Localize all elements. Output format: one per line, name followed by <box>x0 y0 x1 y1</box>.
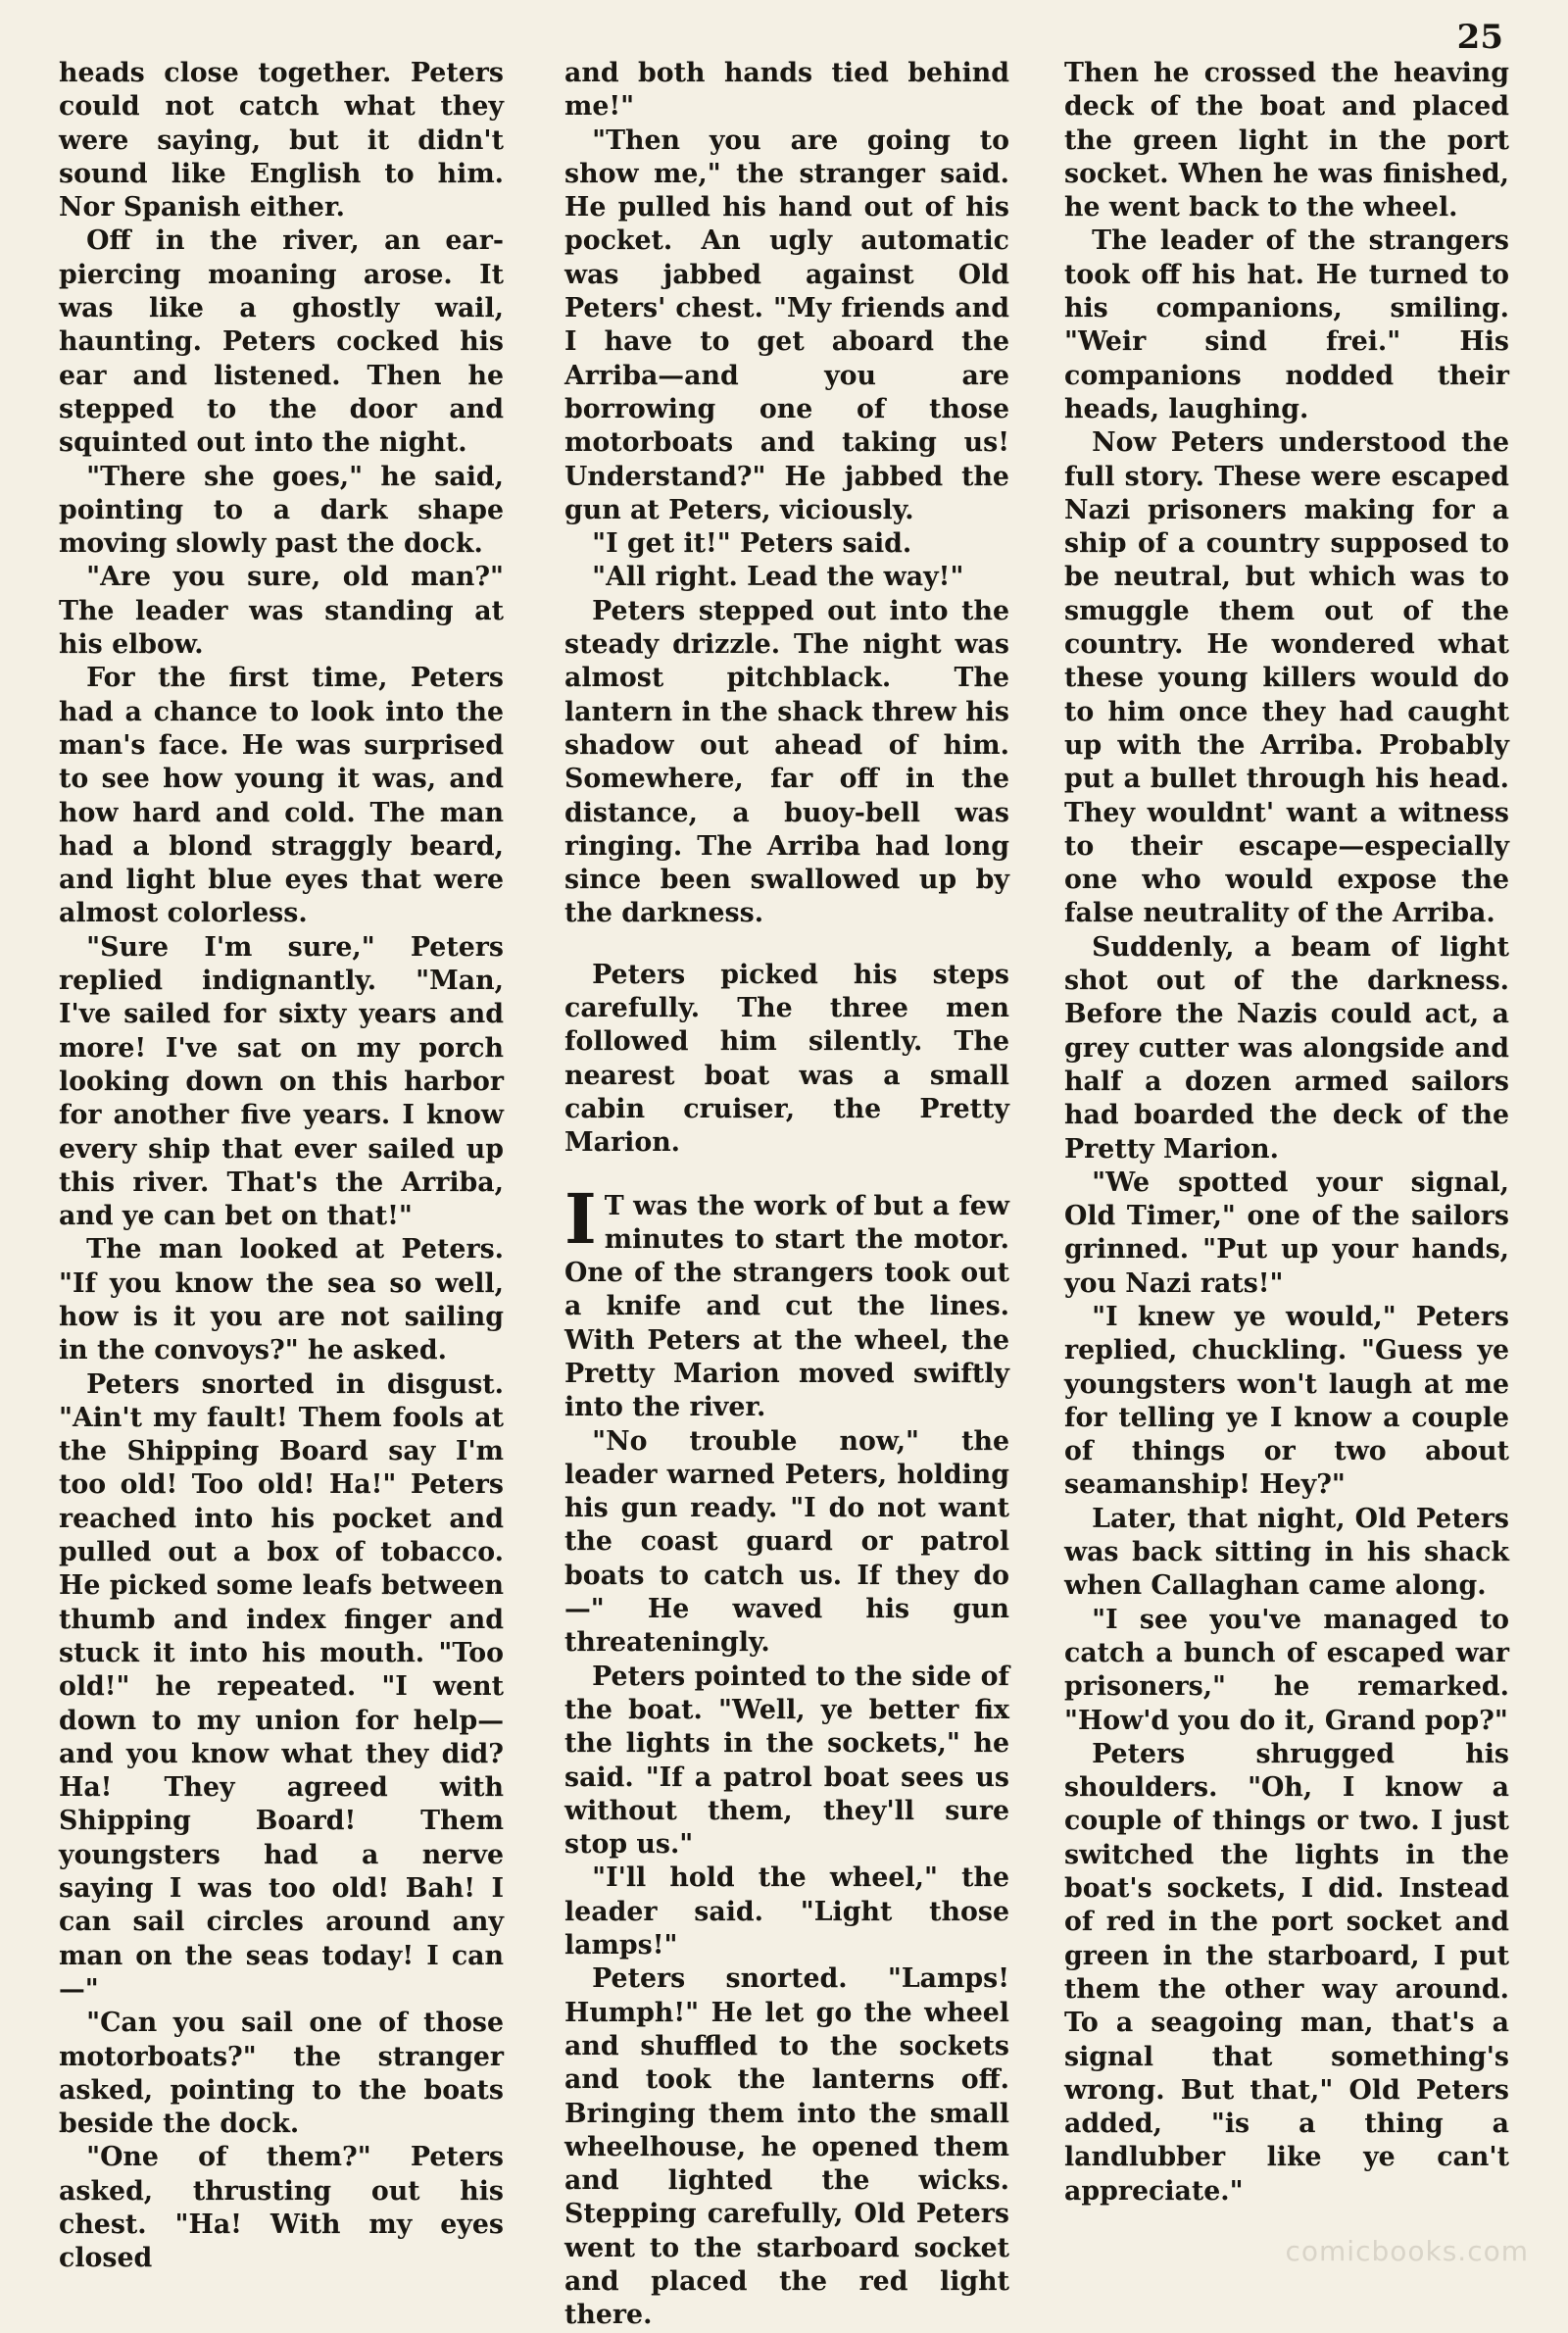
paragraph-text: and both hands tied behind me!" <box>564 58 1009 123</box>
paragraph <box>1064 224 1509 426</box>
paragraph-text: "Can you sail one of those motorboats?" the stranger asked, pointing to the boats beside the dock. <box>59 2008 504 2140</box>
paragraph-text: "We spotted your signal, Old Timer," one of the sailors grinned. "Put up your hands, you Nazi rats!" <box>1064 1166 1509 1299</box>
paragraph <box>59 1368 504 2008</box>
paragraph <box>1064 1604 1509 1738</box>
paragraph <box>59 2141 504 2275</box>
paragraph-text: Suddenly, a beam of light shot out of the darkness. Before the Nazis could act, a grey cutter was alongside and half a dozen armed sailors had boarded the deck of the Pretty Marion. <box>1064 931 1509 1165</box>
paragraph-text: Peters snorted. "Lamps! Humph!" He let go the wheel and shuffled to the sockets and took the lanterns off. Bringing them into the small wheelhouse, he opened them and lighted the wicks. Stepping carefully, Old Peters went to the starboard socket and placed the red light there. <box>564 1963 1009 2331</box>
paragraph-text: Peters shrugged his shoulders. "Oh, I know a couple of things or two. I just switched the lights in the boat's sockets, I did. Instead of red in the port socket and green in the starboard, I put them the other way around. To a seagoing man, that's a signal that something's wrong. But that," Old Peters added, "is a thing a landlubber like ye can't appreciate." <box>1064 1738 1509 2207</box>
paragraph-text: The man looked at Peters. "If you know the sea so well, how is it you are not sailing in the convoys?" he asked. <box>59 1234 504 1366</box>
paragraph <box>59 224 504 460</box>
paragraph <box>59 2007 504 2141</box>
drop-cap: I <box>564 1177 597 1260</box>
paragraph-text: For the first time, Peters had a chance to look into the man's face. He was surprised to see how young it was, and how hard and cold. The man had a blond straggly beard, and light blue eyes that were almost colorless. <box>59 663 504 929</box>
paragraph <box>1064 57 1509 224</box>
paragraph-text: "Are you sure, old man?" The leader was standing at his elbow. <box>59 562 504 661</box>
paragraph <box>59 57 504 224</box>
watermark: comicbooks.com <box>1285 2235 1529 2267</box>
paragraph-text: T was the work of but a few minutes to start the motor. One of the strangers took out a knife and cut the lines. With Peters at the wheel, the Pretty Marion moved swiftly into the river. <box>564 1190 1009 1423</box>
paragraph-text: Then he crossed the heaving deck of the boat and placed the green light in the port socket. When he was finished, he went back to the wheel. <box>1064 58 1509 223</box>
paragraph <box>59 561 504 662</box>
paragraph <box>564 1425 1009 1661</box>
paragraph-text: "No trouble now," the leader warned Peters, holding his gun ready. "I do not want the coast guard or patrol boats to catch us. If they do—" He waved his gun threateningly. <box>564 1425 1009 1659</box>
paragraph <box>564 959 1009 1161</box>
paragraph <box>1064 1166 1509 1301</box>
paragraph-text: "All right. Lead the way!" <box>592 562 964 593</box>
paragraph-text: Peters pointed to the side of the boat. "Well, ye better fix the lights in the sockets," he said. "If a patrol boat sees us without them, they'll sure stop us." <box>564 1661 1009 1861</box>
page-number: 25 <box>1456 18 1503 57</box>
paragraph-text: Peters picked his steps carefully. The three men followed him silently. The nearest boat was a small cabin cruiser, the Pretty Marion. <box>564 959 1009 1159</box>
paragraph-text: Later, that night, Old Peters was back sitting in his shack when Callaghan came along. <box>1064 1503 1509 1602</box>
paragraph-text: "I knew ye would," Peters replied, chuckling. "Guess ye youngsters won't laugh at me for telling ye I know a couple of things or two about seamanship! Hey?" <box>1064 1301 1509 1501</box>
paragraph <box>59 461 504 562</box>
paragraph <box>1064 931 1509 1166</box>
text-column-1 <box>59 57 504 2276</box>
paragraph-text: "Sure I'm sure," Peters replied indignantly. "Man, I've sailed for sixty years and more! I've sat on my porch looking down on this harbor for another five years. I know every ship that ever sailed up this river. That's the Arriba, and ye can bet on that!" <box>59 931 504 1232</box>
paragraph <box>1064 1301 1509 1503</box>
paragraph-text: heads close together. Peters could not catch what they were saying, but it didn't sound like English to him. Nor Spanish either. <box>59 58 504 223</box>
paragraph <box>1064 1738 1509 2209</box>
paragraph <box>59 1233 504 1367</box>
paragraph-text: Peters snorted in disgust. "Ain't my fault! Them fools at the Shipping Board say I'm too old! Too old! Ha!" Peters reached into his pocket and pulled out a box of tobacco. He picked some leafs between thumb and index finger and stuck it into his mouth. "Too old!" he repeated. "I went down to my union for help—and you know what they did? Ha! They agreed with Shipping Board! Them youngsters had a nerve saying I was too old! Bah! I can sail circles around any man on the seas today! I can—" <box>59 1368 504 2005</box>
paragraph <box>1064 426 1509 930</box>
paragraph <box>564 1962 1009 2332</box>
paragraph <box>564 1177 1009 1425</box>
paragraph-text: "I get it!" Peters said. <box>592 528 912 560</box>
paragraph-text: Peters stepped out into the steady drizzle. The night was almost pitchblack. The lantern in the shack threw his shadow out ahead of him. Somewhere, far off in the distance, a buoy-bell was ringing. The Arriba had long since been swallowed up by the darkness. <box>564 595 1009 929</box>
paragraph-text: "Then you are going to show me," the stranger said. He pulled his hand out of his pocket. An ugly automatic was jabbed against Old Peters' chest. "My friends and I have to get aboard the Arriba—and you are borrowing one of those motorboats and taking us! Understand?" He jabbed the gun at Peters, viciously. <box>564 124 1009 525</box>
text-column-2 <box>564 57 1009 2333</box>
paragraph-text: "I'll hold the wheel," the leader said. "Light those lamps!" <box>564 1862 1009 1961</box>
text-column-3 <box>1064 57 1509 2209</box>
paragraph-text: "I see you've managed to catch a bunch of escaped war prisoners," he remarked. "How'd you do it, Grand pop?" <box>1064 1604 1509 1736</box>
paragraph <box>564 561 1009 594</box>
paragraph <box>59 931 504 1234</box>
paragraph <box>564 124 1009 528</box>
paragraph <box>1064 1503 1509 1604</box>
paragraph-text: "One of them?" Peters asked, thrusting out his chest. "Ha! With my eyes closed <box>59 2142 504 2274</box>
paragraph-text: Off in the river, an ear-piercing moaning arose. It was like a ghostly wail, haunting. Peters cocked his ear and listened. Then he stepped to the door and squinted out into the night. <box>59 225 504 459</box>
paragraph-text: Now Peters understood the full story. These were escaped Nazi prisoners making for a ship of a country supposed to be neutral, but which was to smuggle them out of the country. He wondered what these young killers would do to him once they had caught up with the Arriba. Probably put a bullet through his head. They wouldnt' want a witness to their escape—especially one who would expose the false neutrality of the Arriba. <box>1064 427 1509 929</box>
paragraph <box>564 57 1009 124</box>
paragraph <box>564 595 1009 931</box>
paragraph <box>59 662 504 930</box>
paragraph-text: The leader of the strangers took off his hat. He turned to his companions, smiling. "Weir sind frei." His companions nodded their heads, laughing. <box>1064 225 1509 424</box>
paragraph-text: "There she goes," he said, pointing to a dark shape moving slowly past the dock. <box>59 461 504 560</box>
paragraph <box>564 1861 1009 1962</box>
paragraph <box>564 527 1009 561</box>
paragraph <box>564 1661 1009 1862</box>
